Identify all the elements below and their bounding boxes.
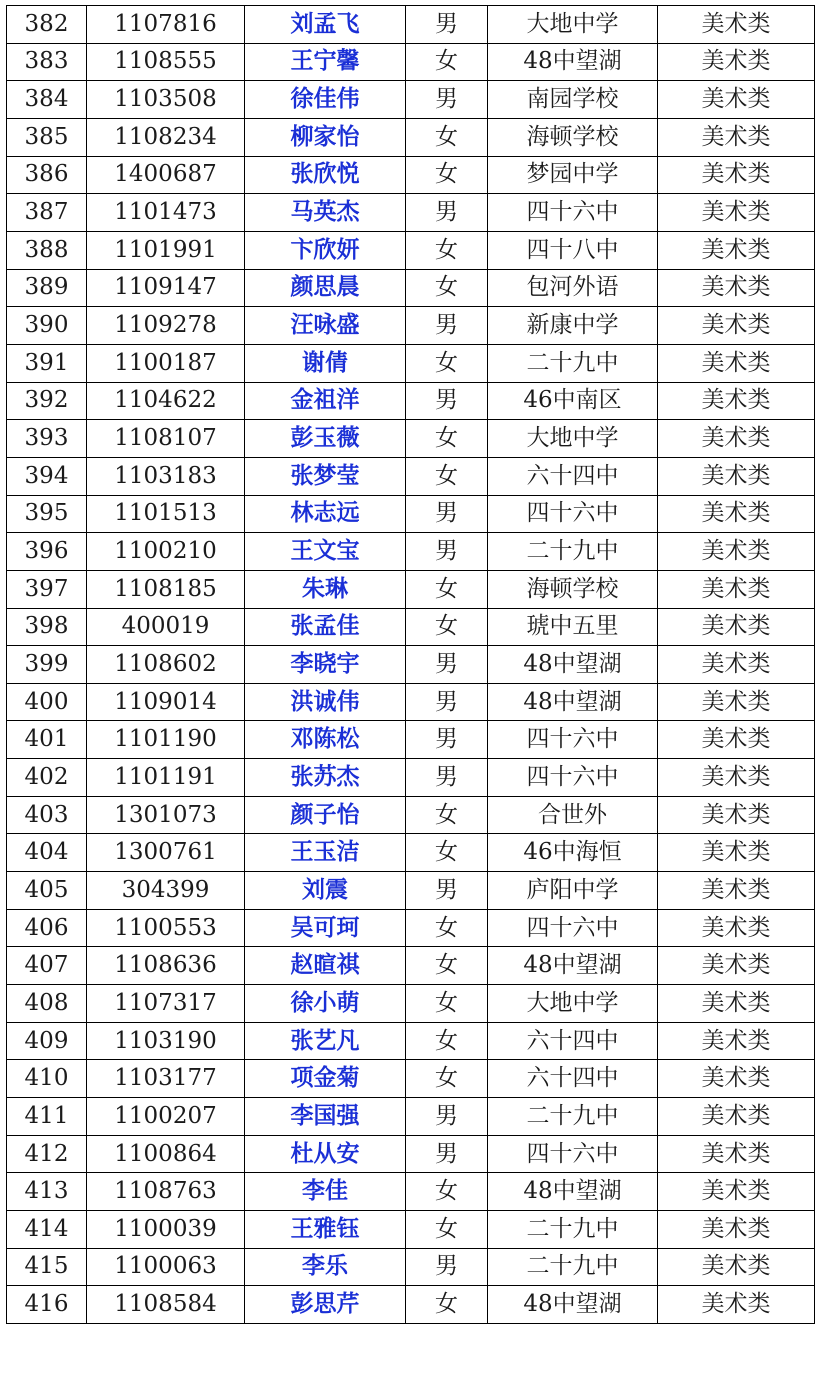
index-cell: 383: [7, 43, 87, 81]
school-cell: 48中望湖: [488, 947, 658, 985]
name-cell: 邓陈松: [245, 721, 406, 759]
gender-cell: 男: [406, 683, 488, 721]
category-cell: 美术类: [658, 81, 815, 119]
name-cell: 谢倩: [245, 344, 406, 382]
category-cell: 美术类: [658, 985, 815, 1023]
category-cell: 美术类: [658, 683, 815, 721]
index-cell: 412: [7, 1135, 87, 1173]
id-cell: 1107816: [87, 6, 245, 44]
name-cell: 马英杰: [245, 194, 406, 232]
gender-cell: 男: [406, 533, 488, 571]
gender-cell: 女: [406, 1286, 488, 1324]
table-row: [7, 495, 815, 533]
table-row: [7, 6, 815, 44]
table-row: [7, 985, 815, 1023]
table-row: [7, 759, 815, 797]
id-cell: 1101190: [87, 721, 245, 759]
gender-cell: 女: [406, 985, 488, 1023]
index-cell: 382: [7, 6, 87, 44]
name-cell: 张梦莹: [245, 457, 406, 495]
school-cell: 海顿学校: [488, 570, 658, 608]
id-cell: 1103177: [87, 1060, 245, 1098]
school-cell: 46中海恒: [488, 834, 658, 872]
gender-cell: 女: [406, 344, 488, 382]
index-cell: 408: [7, 985, 87, 1023]
category-cell: 美术类: [658, 307, 815, 345]
table-row: [7, 796, 815, 834]
category-cell: 美术类: [658, 194, 815, 232]
table-row: [7, 43, 815, 81]
table-row: [7, 1135, 815, 1173]
id-cell: 1108234: [87, 118, 245, 156]
school-cell: 48中望湖: [488, 1286, 658, 1324]
school-cell: 二十九中: [488, 533, 658, 571]
category-cell: 美术类: [658, 947, 815, 985]
table-body: [7, 6, 815, 1324]
category-cell: 美术类: [658, 231, 815, 269]
table-row: [7, 1098, 815, 1136]
category-cell: 美术类: [658, 1211, 815, 1249]
table-row: [7, 608, 815, 646]
index-cell: 390: [7, 307, 87, 345]
index-cell: 391: [7, 344, 87, 382]
gender-cell: 女: [406, 570, 488, 608]
school-cell: 48中望湖: [488, 646, 658, 684]
table-row: [7, 909, 815, 947]
name-cell: 彭思芹: [245, 1286, 406, 1324]
index-cell: 392: [7, 382, 87, 420]
gender-cell: 女: [406, 231, 488, 269]
gender-cell: 女: [406, 1060, 488, 1098]
name-cell: 王雅钰: [245, 1211, 406, 1249]
school-cell: 琥中五里: [488, 608, 658, 646]
index-cell: 388: [7, 231, 87, 269]
gender-cell: 男: [406, 6, 488, 44]
index-cell: 416: [7, 1286, 87, 1324]
table-row: [7, 420, 815, 458]
name-cell: 金祖洋: [245, 382, 406, 420]
id-cell: 400019: [87, 608, 245, 646]
category-cell: 美术类: [658, 43, 815, 81]
index-cell: 405: [7, 872, 87, 910]
name-cell: 张苏杰: [245, 759, 406, 797]
name-cell: 柳家怡: [245, 118, 406, 156]
index-cell: 395: [7, 495, 87, 533]
category-cell: 美术类: [658, 156, 815, 194]
id-cell: 1108602: [87, 646, 245, 684]
school-cell: 大地中学: [488, 6, 658, 44]
category-cell: 美术类: [658, 6, 815, 44]
school-cell: 海顿学校: [488, 118, 658, 156]
category-cell: 美术类: [658, 1022, 815, 1060]
index-cell: 401: [7, 721, 87, 759]
name-cell: 洪诚伟: [245, 683, 406, 721]
id-cell: 1101991: [87, 231, 245, 269]
index-cell: 407: [7, 947, 87, 985]
gender-cell: 男: [406, 1098, 488, 1136]
school-cell: 六十四中: [488, 1022, 658, 1060]
index-cell: 409: [7, 1022, 87, 1060]
school-cell: 包河外语: [488, 269, 658, 307]
index-cell: 393: [7, 420, 87, 458]
gender-cell: 男: [406, 194, 488, 232]
name-cell: 徐小萌: [245, 985, 406, 1023]
gender-cell: 男: [406, 1135, 488, 1173]
index-cell: 414: [7, 1211, 87, 1249]
id-cell: 1100207: [87, 1098, 245, 1136]
school-cell: 南园学校: [488, 81, 658, 119]
gender-cell: 女: [406, 118, 488, 156]
gender-cell: 男: [406, 307, 488, 345]
index-cell: 403: [7, 796, 87, 834]
category-cell: 美术类: [658, 759, 815, 797]
index-cell: 406: [7, 909, 87, 947]
id-cell: 1109278: [87, 307, 245, 345]
gender-cell: 男: [406, 495, 488, 533]
index-cell: 398: [7, 608, 87, 646]
name-cell: 徐佳伟: [245, 81, 406, 119]
table-row: [7, 194, 815, 232]
index-cell: 402: [7, 759, 87, 797]
school-cell: 四十六中: [488, 909, 658, 947]
gender-cell: 男: [406, 872, 488, 910]
table-row: [7, 721, 815, 759]
name-cell: 颜子怡: [245, 796, 406, 834]
name-cell: 李乐: [245, 1248, 406, 1286]
name-cell: 张孟佳: [245, 608, 406, 646]
index-cell: 415: [7, 1248, 87, 1286]
index-cell: 413: [7, 1173, 87, 1211]
table-row: [7, 1286, 815, 1324]
category-cell: 美术类: [658, 608, 815, 646]
name-cell: 颜思晨: [245, 269, 406, 307]
id-cell: 1100553: [87, 909, 245, 947]
id-cell: 1100039: [87, 1211, 245, 1249]
id-cell: 1100210: [87, 533, 245, 571]
id-cell: 1301073: [87, 796, 245, 834]
name-cell: 刘震: [245, 872, 406, 910]
category-cell: 美术类: [658, 646, 815, 684]
category-cell: 美术类: [658, 1173, 815, 1211]
category-cell: 美术类: [658, 420, 815, 458]
category-cell: 美术类: [658, 909, 815, 947]
name-cell: 吴可珂: [245, 909, 406, 947]
name-cell: 张欣悦: [245, 156, 406, 194]
id-cell: 1101513: [87, 495, 245, 533]
name-cell: 项金菊: [245, 1060, 406, 1098]
id-cell: 1400687: [87, 156, 245, 194]
table-row: [7, 307, 815, 345]
index-cell: 386: [7, 156, 87, 194]
table-row: [7, 646, 815, 684]
school-cell: 四十六中: [488, 721, 658, 759]
id-cell: 1101473: [87, 194, 245, 232]
school-cell: 四十六中: [488, 1135, 658, 1173]
id-cell: 1108185: [87, 570, 245, 608]
table-row: [7, 872, 815, 910]
id-cell: 1108107: [87, 420, 245, 458]
school-cell: 六十四中: [488, 457, 658, 495]
table-row: [7, 533, 815, 571]
table-row: [7, 570, 815, 608]
id-cell: 1104622: [87, 382, 245, 420]
index-cell: 400: [7, 683, 87, 721]
name-cell: 朱琳: [245, 570, 406, 608]
name-cell: 李佳: [245, 1173, 406, 1211]
school-cell: 大地中学: [488, 985, 658, 1023]
category-cell: 美术类: [658, 1248, 815, 1286]
id-cell: 1103508: [87, 81, 245, 119]
table-row: [7, 834, 815, 872]
school-cell: 二十九中: [488, 1248, 658, 1286]
gender-cell: 女: [406, 1173, 488, 1211]
name-cell: 李国强: [245, 1098, 406, 1136]
table-row: [7, 231, 815, 269]
school-cell: 四十八中: [488, 231, 658, 269]
name-cell: 王宁馨: [245, 43, 406, 81]
table-row: [7, 1022, 815, 1060]
table-row: [7, 344, 815, 382]
index-cell: 410: [7, 1060, 87, 1098]
table-row: [7, 1173, 815, 1211]
school-cell: 48中望湖: [488, 683, 658, 721]
index-cell: 394: [7, 457, 87, 495]
gender-cell: 女: [406, 909, 488, 947]
school-cell: 48中望湖: [488, 1173, 658, 1211]
id-cell: 1108763: [87, 1173, 245, 1211]
id-cell: 1100187: [87, 344, 245, 382]
gender-cell: 男: [406, 1248, 488, 1286]
gender-cell: 女: [406, 420, 488, 458]
gender-cell: 女: [406, 834, 488, 872]
school-cell: 六十四中: [488, 1060, 658, 1098]
id-cell: 1103183: [87, 457, 245, 495]
school-cell: 梦园中学: [488, 156, 658, 194]
table-row: [7, 947, 815, 985]
name-cell: 杜从安: [245, 1135, 406, 1173]
name-cell: 刘孟飞: [245, 6, 406, 44]
gender-cell: 女: [406, 269, 488, 307]
category-cell: 美术类: [658, 1098, 815, 1136]
id-cell: 1109014: [87, 683, 245, 721]
index-cell: 397: [7, 570, 87, 608]
category-cell: 美术类: [658, 1135, 815, 1173]
id-cell: 1100864: [87, 1135, 245, 1173]
gender-cell: 男: [406, 81, 488, 119]
category-cell: 美术类: [658, 872, 815, 910]
table-row: [7, 81, 815, 119]
category-cell: 美术类: [658, 570, 815, 608]
school-cell: 46中南区: [488, 382, 658, 420]
gender-cell: 男: [406, 721, 488, 759]
category-cell: 美术类: [658, 344, 815, 382]
school-cell: 二十九中: [488, 344, 658, 382]
table-row: [7, 1248, 815, 1286]
category-cell: 美术类: [658, 1060, 815, 1098]
index-cell: 385: [7, 118, 87, 156]
school-cell: 48中望湖: [488, 43, 658, 81]
index-cell: 411: [7, 1098, 87, 1136]
category-cell: 美术类: [658, 269, 815, 307]
table-row: [7, 382, 815, 420]
category-cell: 美术类: [658, 796, 815, 834]
school-cell: 庐阳中学: [488, 872, 658, 910]
index-cell: 389: [7, 269, 87, 307]
id-cell: 1100063: [87, 1248, 245, 1286]
index-cell: 384: [7, 81, 87, 119]
id-cell: 1109147: [87, 269, 245, 307]
category-cell: 美术类: [658, 721, 815, 759]
name-cell: 张艺凡: [245, 1022, 406, 1060]
gender-cell: 男: [406, 759, 488, 797]
index-cell: 399: [7, 646, 87, 684]
id-cell: 304399: [87, 872, 245, 910]
name-cell: 林志远: [245, 495, 406, 533]
name-cell: 汪咏盛: [245, 307, 406, 345]
category-cell: 美术类: [658, 1286, 815, 1324]
name-cell: 李晓宇: [245, 646, 406, 684]
table-row: [7, 156, 815, 194]
category-cell: 美术类: [658, 834, 815, 872]
index-cell: 404: [7, 834, 87, 872]
name-cell: 赵暄祺: [245, 947, 406, 985]
school-cell: 新康中学: [488, 307, 658, 345]
school-cell: 四十六中: [488, 194, 658, 232]
category-cell: 美术类: [658, 495, 815, 533]
gender-cell: 女: [406, 43, 488, 81]
table-row: [7, 683, 815, 721]
gender-cell: 女: [406, 1211, 488, 1249]
name-cell: 卞欣妍: [245, 231, 406, 269]
category-cell: 美术类: [658, 457, 815, 495]
gender-cell: 女: [406, 947, 488, 985]
table-row: [7, 269, 815, 307]
id-cell: 1300761: [87, 834, 245, 872]
id-cell: 1103190: [87, 1022, 245, 1060]
table-row: [7, 118, 815, 156]
gender-cell: 男: [406, 382, 488, 420]
id-cell: 1108584: [87, 1286, 245, 1324]
gender-cell: 男: [406, 646, 488, 684]
gender-cell: 女: [406, 608, 488, 646]
id-cell: 1101191: [87, 759, 245, 797]
category-cell: 美术类: [658, 382, 815, 420]
table-row: [7, 457, 815, 495]
school-cell: 二十九中: [488, 1211, 658, 1249]
id-cell: 1107317: [87, 985, 245, 1023]
category-cell: 美术类: [658, 118, 815, 156]
table-row: [7, 1060, 815, 1098]
school-cell: 合世外: [488, 796, 658, 834]
gender-cell: 女: [406, 156, 488, 194]
gender-cell: 女: [406, 796, 488, 834]
student-table: [6, 5, 815, 1324]
name-cell: 彭玉薇: [245, 420, 406, 458]
school-cell: 二十九中: [488, 1098, 658, 1136]
school-cell: 四十六中: [488, 495, 658, 533]
gender-cell: 女: [406, 457, 488, 495]
id-cell: 1108636: [87, 947, 245, 985]
school-cell: 大地中学: [488, 420, 658, 458]
name-cell: 王文宝: [245, 533, 406, 571]
index-cell: 396: [7, 533, 87, 571]
table-row: [7, 1211, 815, 1249]
id-cell: 1108555: [87, 43, 245, 81]
name-cell: 王玉洁: [245, 834, 406, 872]
school-cell: 四十六中: [488, 759, 658, 797]
category-cell: 美术类: [658, 533, 815, 571]
index-cell: 387: [7, 194, 87, 232]
gender-cell: 女: [406, 1022, 488, 1060]
